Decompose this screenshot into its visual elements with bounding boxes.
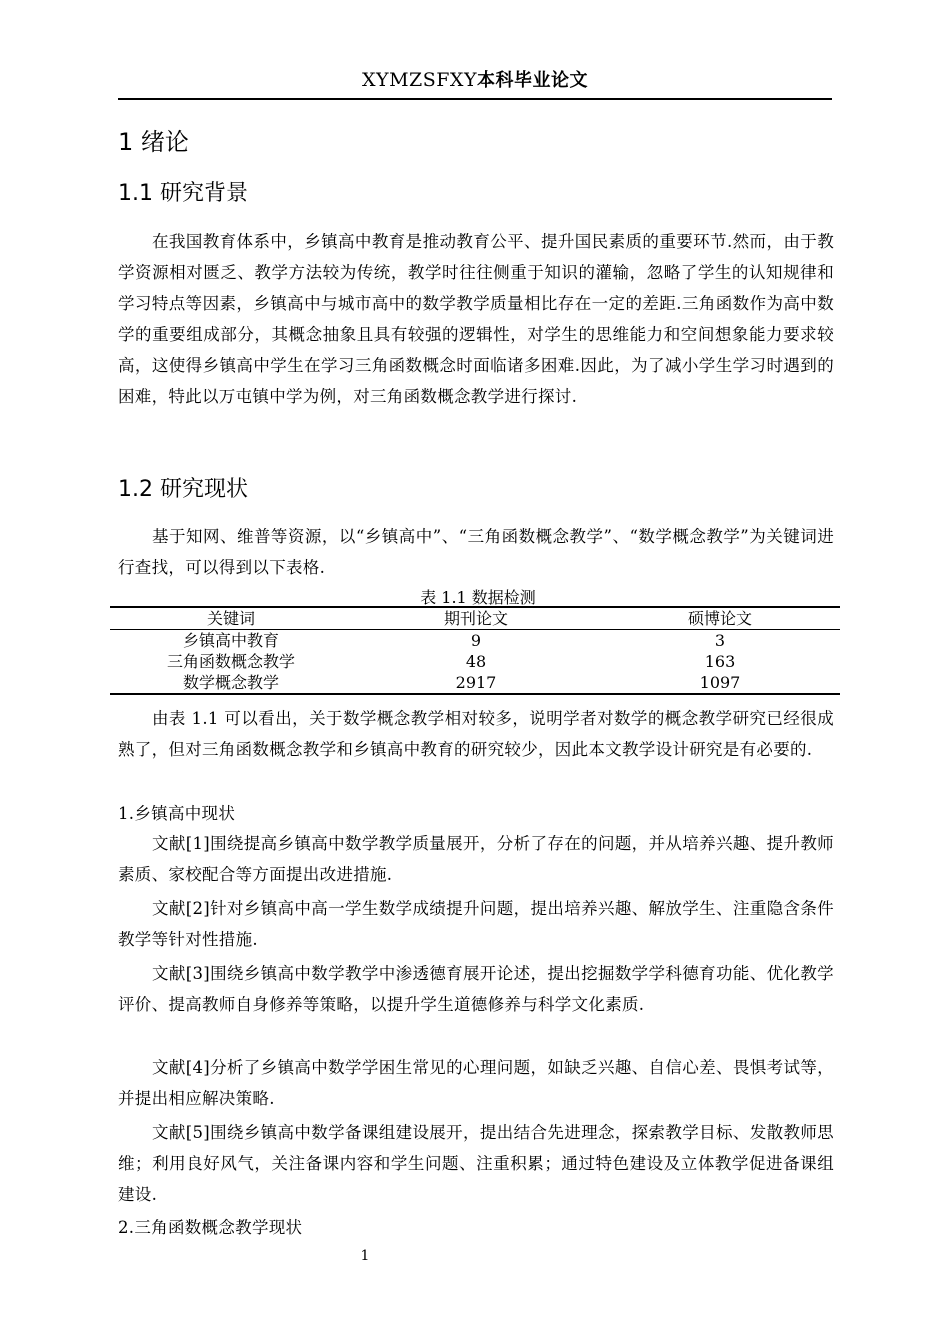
section-title-background: 1.1 研究背景 xyxy=(118,181,248,206)
page-number: 1 xyxy=(360,1248,370,1264)
table-analysis-paragraph: 由表 1.1 可以看出，关于数学概念教学相对较多，说明学者对数学的概念教学研究已经很成熟了，但对三角函数概念教学和乡镇高中教育的研究较少，因此本文教学设计研究是有必要的. xyxy=(118,709,834,759)
background-paragraph: 在我国教育体系中，乡镇高中教育是推动教育公平、提升国民素质的重要环节.然而，由于教学资源相对匮乏、教学方法较为传统，教学时往往侧重于知识的灌输，忽略了学生的认知规律和学习特点等因素，乡镇高中与城市高中的数学教学质量相比存在一定的差距.三角函数作为高中数学的重要组成部分，其概念抽象且具有较强的逻辑性，对学生的思维能力和空间想象能力要求较高，这使得乡镇高中学生在学习三角函数概念时面临诸多困难.因此，为了减小学生学习时遇到的困难，特此以万屯镇中学为例，对三角函数概念教学进行探讨. xyxy=(118,232,834,406)
chapter-title: 1 绪论 xyxy=(118,128,189,156)
subsection-title-trig: 2.三角函数概念教学现状 xyxy=(118,1218,303,1237)
page-header xyxy=(118,66,832,92)
table-header-cell: 期刊论文 xyxy=(352,607,600,630)
table-header-row xyxy=(110,607,840,630)
table-cell: 乡镇高中教育 xyxy=(182,631,279,650)
table-cell: 9 xyxy=(470,631,482,650)
table-cell: 三角函数概念教学 xyxy=(166,652,295,671)
table-cell: 1097 xyxy=(699,673,741,692)
header-rule xyxy=(118,98,832,100)
data-table xyxy=(110,606,840,695)
section-title-status: 1.2 研究现状 xyxy=(118,477,248,502)
reference-paragraph-3: 文献[3]围绕乡镇高中数学教学中渗透德育展开论述，提出挖掘数学学科德育功能、优化教学评价、提高教师自身修养等策略，以提升学生道德修养与科学文化素质. xyxy=(118,964,834,1014)
table-cell: 48 xyxy=(465,652,487,671)
table-row xyxy=(110,672,840,694)
table-caption: 表 1.1 数据检测 xyxy=(420,588,536,607)
status-intro-paragraph: 基于知网、维普等资源，以“乡镇高中”、“三角函数概念教学”、“数学概念教学”为关键词进行查找，可以得到以下表格. xyxy=(118,527,834,577)
header-code: XYMZSFXY xyxy=(362,69,477,91)
reference-paragraph-2: 文献[2]针对乡镇高中高一学生数学成绩提升问题，提出培养兴趣、解放学生、注重隐含条件教学等针对性措施. xyxy=(118,899,834,949)
table-cell: 163 xyxy=(704,652,736,671)
table-cell: 3 xyxy=(714,631,726,650)
header-title: 本科毕业论文 xyxy=(477,70,588,91)
table-header-cell: 关键词 xyxy=(110,607,352,630)
table-cell: 2917 xyxy=(455,673,497,692)
reference-paragraph-1: 文献[1]围绕提高乡镇高中数学教学质量展开，分析了存在的问题，并从培养兴趣、提升教师素质、家校配合等方面提出改进措施. xyxy=(118,834,834,884)
subsection-title-rural: 1.乡镇高中现状 xyxy=(118,804,236,823)
reference-paragraph-4: 文献[4]分析了乡镇高中数学学困生常见的心理问题，如缺乏兴趣、自信心差、畏惧考试等，并提出相应解决策略. xyxy=(118,1058,834,1108)
reference-paragraph-5: 文献[5]围绕乡镇高中数学备课组建设展开，提出结合先进理念，探索教学目标、发散教师思维；利用良好风气，关注备课内容和学生问题、注重积累；通过特色建设及立体教学促进备课组建设. xyxy=(118,1123,834,1204)
table-row xyxy=(110,630,840,652)
table-header-cell: 硕博论文 xyxy=(600,607,840,630)
table-row xyxy=(110,651,840,672)
table-cell: 数学概念教学 xyxy=(182,673,279,692)
